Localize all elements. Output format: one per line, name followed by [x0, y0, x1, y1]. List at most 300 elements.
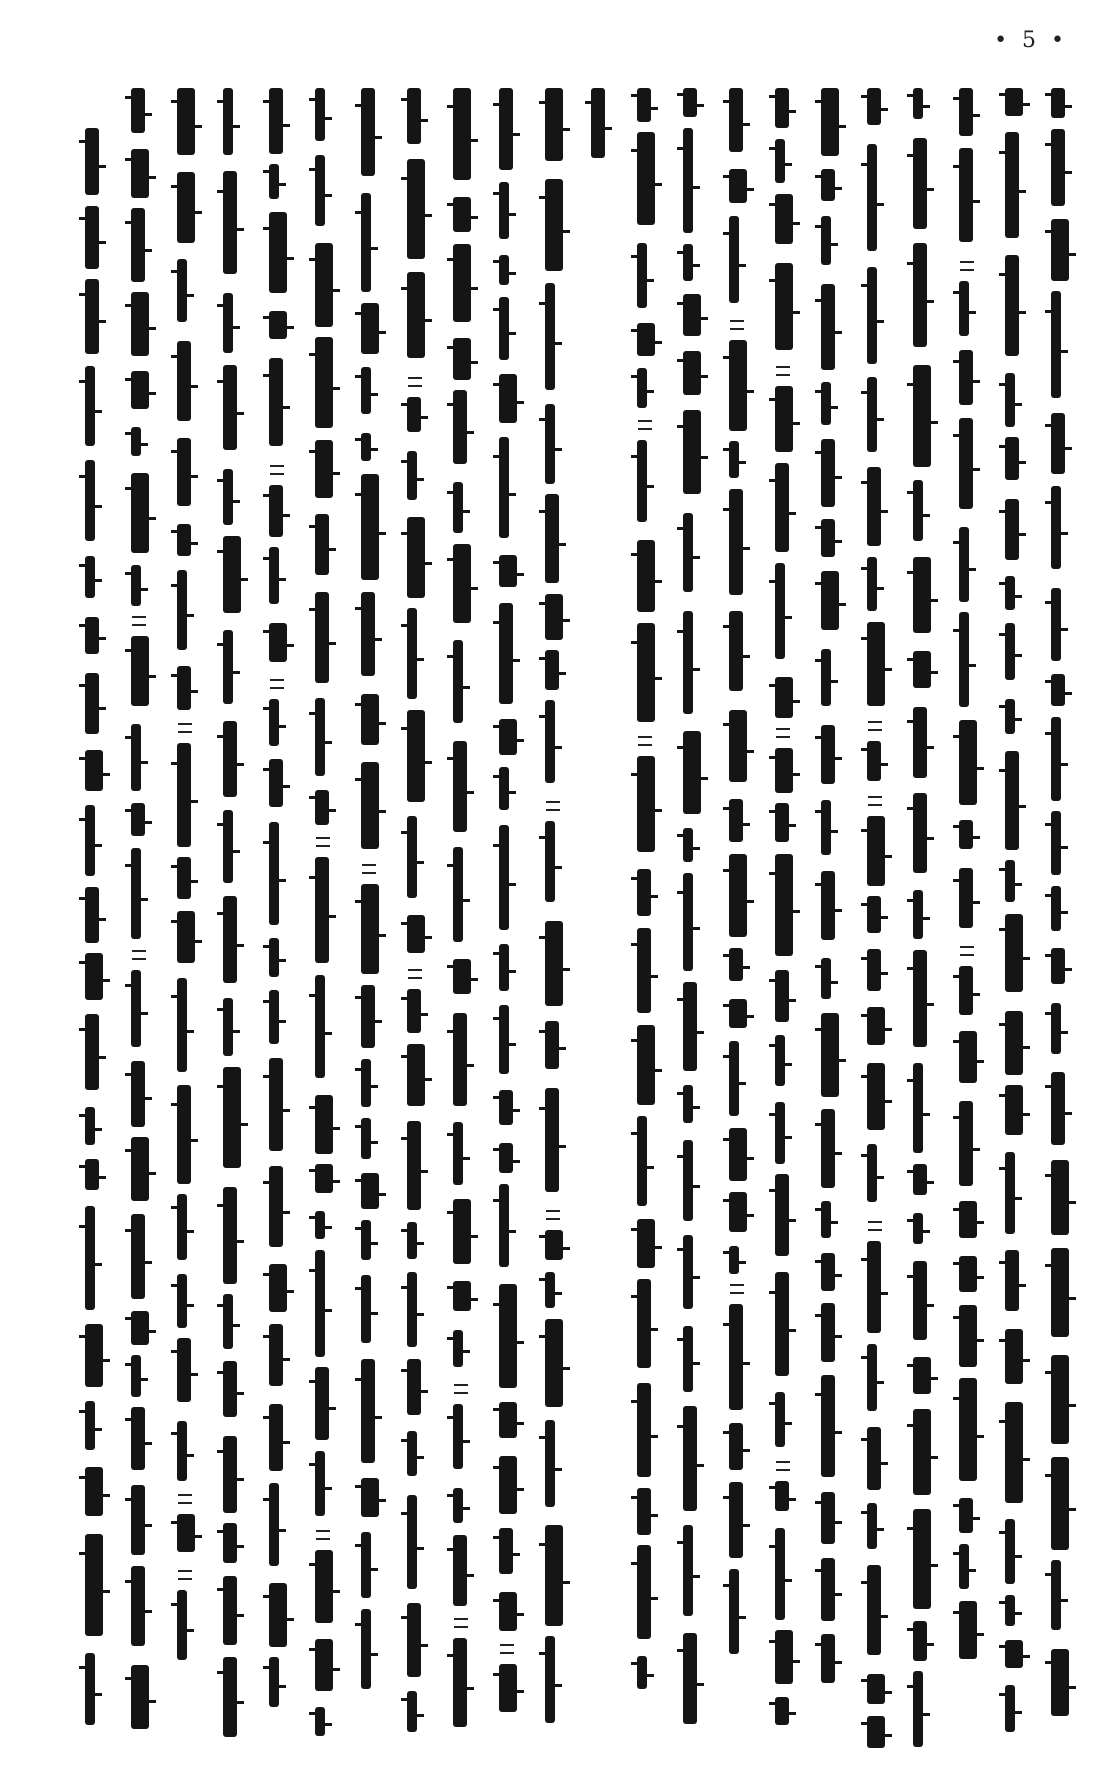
punctuation-mark [868, 1221, 882, 1231]
word-glyph [1051, 1003, 1061, 1054]
word-glyph [959, 1201, 977, 1238]
word-glyph [361, 433, 371, 461]
word-glyph [913, 480, 923, 541]
word-glyph [683, 1406, 697, 1511]
word-glyph [223, 365, 237, 450]
word-glyph [453, 197, 471, 232]
word-glyph [637, 1219, 655, 1268]
word-glyph [269, 547, 279, 604]
text-column [676, 88, 710, 1748]
word-glyph [821, 382, 831, 425]
punctuation-mark [546, 801, 560, 811]
punctuation-mark [316, 1530, 330, 1540]
word-glyph [1005, 1329, 1023, 1384]
word-glyph [545, 1088, 559, 1192]
word-glyph [913, 1509, 931, 1609]
word-glyph [683, 410, 701, 494]
word-glyph [867, 377, 877, 452]
word-glyph [821, 1303, 835, 1362]
word-glyph [775, 748, 793, 793]
word-glyph [315, 1367, 329, 1440]
word-glyph [131, 565, 141, 606]
word-glyph [499, 1090, 513, 1125]
word-glyph [223, 171, 237, 274]
word-glyph [775, 1174, 789, 1256]
word-glyph [453, 338, 471, 380]
word-glyph [177, 438, 191, 506]
word-glyph [913, 365, 931, 467]
text-column [354, 88, 388, 1748]
word-glyph [867, 144, 877, 251]
word-glyph [407, 1044, 425, 1106]
word-glyph [223, 1067, 241, 1168]
word-glyph [867, 1503, 877, 1549]
word-glyph [729, 1192, 747, 1232]
word-glyph [867, 949, 881, 991]
word-glyph [591, 88, 605, 158]
word-glyph [131, 292, 149, 356]
word-glyph [407, 397, 421, 432]
word-glyph [913, 890, 923, 939]
word-glyph [85, 805, 95, 876]
word-glyph [1051, 1457, 1069, 1550]
word-glyph [1051, 588, 1061, 661]
word-glyph [407, 1359, 421, 1415]
word-glyph [315, 514, 329, 575]
word-glyph [407, 88, 421, 144]
word-glyph [867, 467, 881, 546]
word-glyph [177, 911, 195, 963]
word-glyph [499, 255, 509, 285]
word-glyph [545, 700, 555, 783]
word-glyph [1005, 1595, 1015, 1626]
word-glyph [775, 1102, 785, 1164]
word-glyph [361, 762, 379, 849]
word-glyph [499, 1005, 509, 1074]
word-glyph [85, 1467, 103, 1516]
word-glyph [223, 721, 237, 797]
word-glyph [959, 418, 973, 509]
word-glyph [959, 1305, 977, 1367]
word-glyph [1005, 1685, 1015, 1732]
word-glyph [223, 469, 233, 525]
word-glyph [361, 1173, 379, 1209]
word-glyph [85, 750, 103, 791]
word-glyph [177, 666, 191, 710]
word-glyph [131, 1311, 149, 1345]
word-glyph [775, 1272, 789, 1376]
word-glyph [499, 1592, 517, 1631]
word-glyph [361, 592, 375, 676]
word-glyph [315, 1639, 333, 1691]
word-glyph [959, 1031, 977, 1083]
word-glyph [1005, 373, 1015, 427]
word-glyph [1051, 1560, 1061, 1630]
word-glyph [959, 1256, 977, 1292]
word-glyph [545, 1230, 563, 1260]
text-column [538, 88, 572, 1748]
word-glyph [177, 259, 187, 322]
text-column [998, 88, 1032, 1748]
word-glyph [545, 404, 555, 484]
word-glyph [177, 524, 191, 556]
word-glyph [223, 88, 233, 155]
word-glyph [1005, 914, 1023, 992]
word-glyph [637, 323, 655, 356]
word-glyph [637, 756, 655, 852]
word-glyph [269, 88, 283, 154]
word-glyph [729, 948, 743, 981]
word-glyph [223, 1436, 237, 1513]
word-glyph [913, 1671, 923, 1747]
word-glyph [453, 1199, 471, 1264]
word-glyph [177, 1338, 191, 1402]
word-glyph [637, 1488, 651, 1535]
word-glyph [637, 1383, 651, 1477]
word-glyph [775, 139, 785, 183]
word-glyph [1051, 717, 1061, 801]
word-glyph [131, 636, 149, 706]
punctuation-mark [960, 946, 974, 956]
word-glyph [867, 1344, 877, 1411]
word-glyph [545, 88, 563, 161]
text-column [400, 88, 434, 1748]
word-glyph [683, 828, 693, 862]
word-glyph [315, 790, 329, 825]
word-glyph [867, 816, 885, 886]
word-glyph [407, 451, 417, 500]
word-glyph [361, 1059, 371, 1107]
word-glyph [683, 731, 701, 814]
word-glyph [545, 283, 555, 390]
word-glyph [545, 494, 559, 583]
word-glyph [177, 1514, 195, 1552]
punctuation-mark [132, 950, 146, 960]
word-glyph [223, 630, 233, 704]
punctuation-mark [408, 969, 422, 979]
text-column [170, 88, 204, 1748]
word-glyph [85, 1324, 103, 1387]
word-glyph [499, 88, 513, 170]
word-glyph [223, 1294, 233, 1349]
punctuation-mark [730, 1284, 744, 1294]
word-glyph [821, 1558, 835, 1621]
word-glyph [821, 649, 831, 706]
word-glyph [867, 1427, 881, 1490]
word-glyph [821, 1492, 835, 1544]
word-glyph [1005, 623, 1015, 680]
word-glyph [177, 743, 191, 847]
word-glyph [361, 884, 379, 974]
word-glyph [867, 1007, 885, 1045]
word-glyph [131, 371, 149, 409]
word-glyph [913, 651, 931, 688]
punctuation-mark [776, 728, 790, 738]
word-glyph [453, 847, 463, 942]
word-glyph [361, 193, 371, 292]
word-glyph [959, 820, 973, 849]
word-glyph [453, 244, 471, 322]
word-glyph [959, 720, 977, 805]
word-glyph [683, 982, 697, 1071]
text-column [492, 88, 526, 1748]
punctuation-mark [454, 1384, 468, 1394]
word-glyph [821, 800, 831, 855]
text-column [722, 88, 756, 1748]
text-column [860, 88, 894, 1748]
word-glyph [361, 1118, 371, 1159]
word-glyph [85, 953, 103, 1000]
word-glyph [729, 854, 747, 937]
word-glyph [775, 194, 793, 244]
word-glyph [913, 1063, 923, 1153]
word-glyph [269, 164, 279, 199]
word-glyph [269, 212, 287, 293]
word-glyph [499, 297, 509, 360]
word-glyph [913, 1213, 923, 1244]
word-glyph [407, 1121, 421, 1210]
word-glyph [959, 1378, 977, 1481]
word-glyph [913, 1409, 931, 1495]
word-glyph [1005, 499, 1019, 560]
word-glyph [499, 437, 509, 538]
word-glyph [1005, 1152, 1015, 1234]
word-glyph [177, 857, 191, 899]
word-glyph [683, 611, 693, 714]
word-glyph [959, 1498, 973, 1533]
punctuation-mark [776, 1461, 790, 1471]
word-glyph [453, 1281, 471, 1311]
word-glyph [683, 1633, 697, 1724]
word-glyph [1051, 1160, 1069, 1235]
word-glyph [177, 1194, 187, 1260]
word-glyph [453, 482, 463, 533]
word-glyph [913, 88, 923, 119]
word-glyph [683, 1326, 693, 1392]
word-glyph [1005, 1085, 1023, 1135]
word-glyph [729, 169, 747, 203]
word-glyph [821, 871, 835, 940]
word-glyph [821, 88, 839, 156]
punctuation-mark [546, 1210, 560, 1220]
word-glyph [361, 1359, 375, 1463]
mongolian-text-block [78, 88, 1078, 1748]
word-glyph [775, 1392, 785, 1447]
punctuation-mark [868, 721, 882, 731]
word-glyph [85, 1206, 95, 1310]
word-glyph [499, 767, 509, 810]
word-glyph [821, 1375, 835, 1477]
word-glyph [85, 1534, 103, 1636]
word-glyph [177, 1085, 191, 1184]
word-glyph [131, 803, 145, 836]
word-glyph [85, 366, 95, 446]
punctuation-mark [960, 261, 974, 271]
word-glyph [683, 351, 701, 395]
word-glyph [959, 1601, 977, 1659]
word-glyph [1051, 674, 1065, 706]
word-glyph [269, 938, 279, 977]
word-glyph [637, 1116, 647, 1206]
word-glyph [131, 208, 145, 282]
word-glyph [867, 1144, 877, 1202]
word-glyph [85, 887, 99, 943]
word-glyph [315, 337, 333, 428]
word-glyph [637, 132, 655, 225]
text-column [446, 88, 480, 1748]
word-glyph [269, 358, 283, 446]
word-glyph [683, 873, 693, 971]
word-glyph [637, 1025, 655, 1105]
word-glyph [499, 1184, 509, 1267]
punctuation-mark [270, 465, 284, 475]
word-glyph [821, 519, 835, 557]
word-glyph [453, 1013, 467, 1106]
word-glyph [959, 148, 973, 242]
word-glyph [821, 725, 835, 784]
word-glyph [1051, 219, 1069, 281]
word-glyph [913, 1261, 927, 1340]
word-glyph [361, 985, 375, 1048]
word-glyph [637, 440, 647, 522]
word-glyph [1005, 1640, 1023, 1668]
word-glyph [867, 1716, 885, 1748]
word-glyph [729, 999, 747, 1028]
word-glyph [361, 1478, 379, 1517]
word-glyph [177, 1274, 187, 1328]
word-glyph [361, 1609, 371, 1689]
punctuation-mark [408, 377, 422, 387]
word-glyph [637, 869, 651, 916]
word-glyph [913, 1621, 927, 1661]
word-glyph [453, 390, 467, 464]
word-glyph [1051, 413, 1065, 474]
word-glyph [729, 1246, 739, 1274]
word-glyph [453, 1488, 463, 1523]
word-glyph [315, 1095, 333, 1154]
word-glyph [85, 128, 99, 195]
word-glyph [959, 966, 973, 1015]
word-glyph [85, 279, 99, 354]
text-column [262, 88, 296, 1748]
word-glyph [453, 1535, 467, 1606]
word-glyph [131, 970, 141, 1047]
punctuation-mark [270, 679, 284, 689]
word-glyph [131, 1566, 145, 1646]
word-glyph [315, 88, 325, 141]
word-glyph [683, 1085, 693, 1123]
word-glyph [315, 440, 333, 498]
word-glyph [407, 1495, 417, 1589]
word-glyph [1051, 88, 1065, 118]
punctuation-mark [868, 796, 882, 806]
word-glyph [223, 896, 237, 983]
word-glyph [1051, 129, 1065, 206]
punctuation-mark [500, 1644, 514, 1654]
word-glyph [913, 1164, 927, 1195]
word-glyph [407, 517, 425, 598]
word-glyph [315, 1164, 333, 1193]
word-glyph [85, 206, 99, 269]
word-glyph [821, 284, 835, 370]
word-glyph [407, 272, 425, 358]
word-glyph [683, 1140, 693, 1221]
word-glyph [545, 1420, 555, 1507]
word-glyph [223, 1576, 237, 1645]
word-glyph [499, 603, 513, 704]
word-glyph [729, 489, 743, 595]
word-glyph [683, 128, 693, 233]
word-glyph [177, 88, 195, 155]
word-glyph [683, 244, 693, 281]
word-glyph [959, 88, 973, 136]
word-glyph [85, 460, 95, 541]
word-glyph [361, 694, 379, 745]
word-glyph [131, 427, 141, 456]
word-glyph [1005, 132, 1019, 238]
word-glyph [867, 622, 885, 706]
word-glyph [315, 592, 329, 683]
word-glyph [223, 1361, 237, 1417]
word-glyph [959, 612, 969, 707]
word-glyph [1005, 255, 1019, 356]
word-glyph [315, 155, 325, 226]
word-glyph [637, 623, 655, 722]
word-glyph [821, 169, 835, 201]
word-glyph [729, 1569, 739, 1654]
word-glyph [637, 368, 647, 408]
word-glyph [499, 1528, 513, 1574]
word-glyph [223, 293, 233, 353]
word-glyph [545, 179, 563, 271]
word-glyph [453, 1122, 463, 1185]
word-glyph [361, 1220, 371, 1260]
word-glyph [269, 1166, 283, 1247]
word-glyph [867, 1241, 881, 1333]
word-glyph [131, 848, 141, 939]
word-glyph [1005, 88, 1023, 116]
word-glyph [453, 1404, 463, 1469]
word-glyph [1051, 1072, 1065, 1145]
word-glyph [1005, 1011, 1023, 1075]
word-glyph [269, 759, 283, 807]
word-glyph [85, 556, 95, 598]
word-glyph [361, 474, 379, 580]
word-glyph [223, 1187, 237, 1284]
word-glyph [407, 1222, 417, 1259]
word-glyph [131, 1407, 145, 1470]
word-glyph [315, 1550, 333, 1623]
word-glyph [361, 88, 375, 176]
word-glyph [913, 950, 927, 1047]
word-glyph [637, 243, 647, 308]
word-glyph [959, 350, 973, 405]
word-glyph [775, 803, 789, 842]
word-glyph [821, 1013, 839, 1097]
text-column [952, 88, 986, 1748]
word-glyph [1005, 1519, 1015, 1584]
word-glyph [269, 485, 283, 537]
word-glyph [821, 216, 831, 265]
word-glyph [269, 1583, 287, 1647]
word-glyph [499, 944, 509, 991]
word-glyph [177, 1421, 187, 1481]
word-glyph [407, 915, 425, 953]
word-glyph [729, 1041, 739, 1116]
text-column [814, 88, 848, 1748]
word-glyph [867, 267, 877, 364]
punctuation-mark [178, 1494, 192, 1504]
